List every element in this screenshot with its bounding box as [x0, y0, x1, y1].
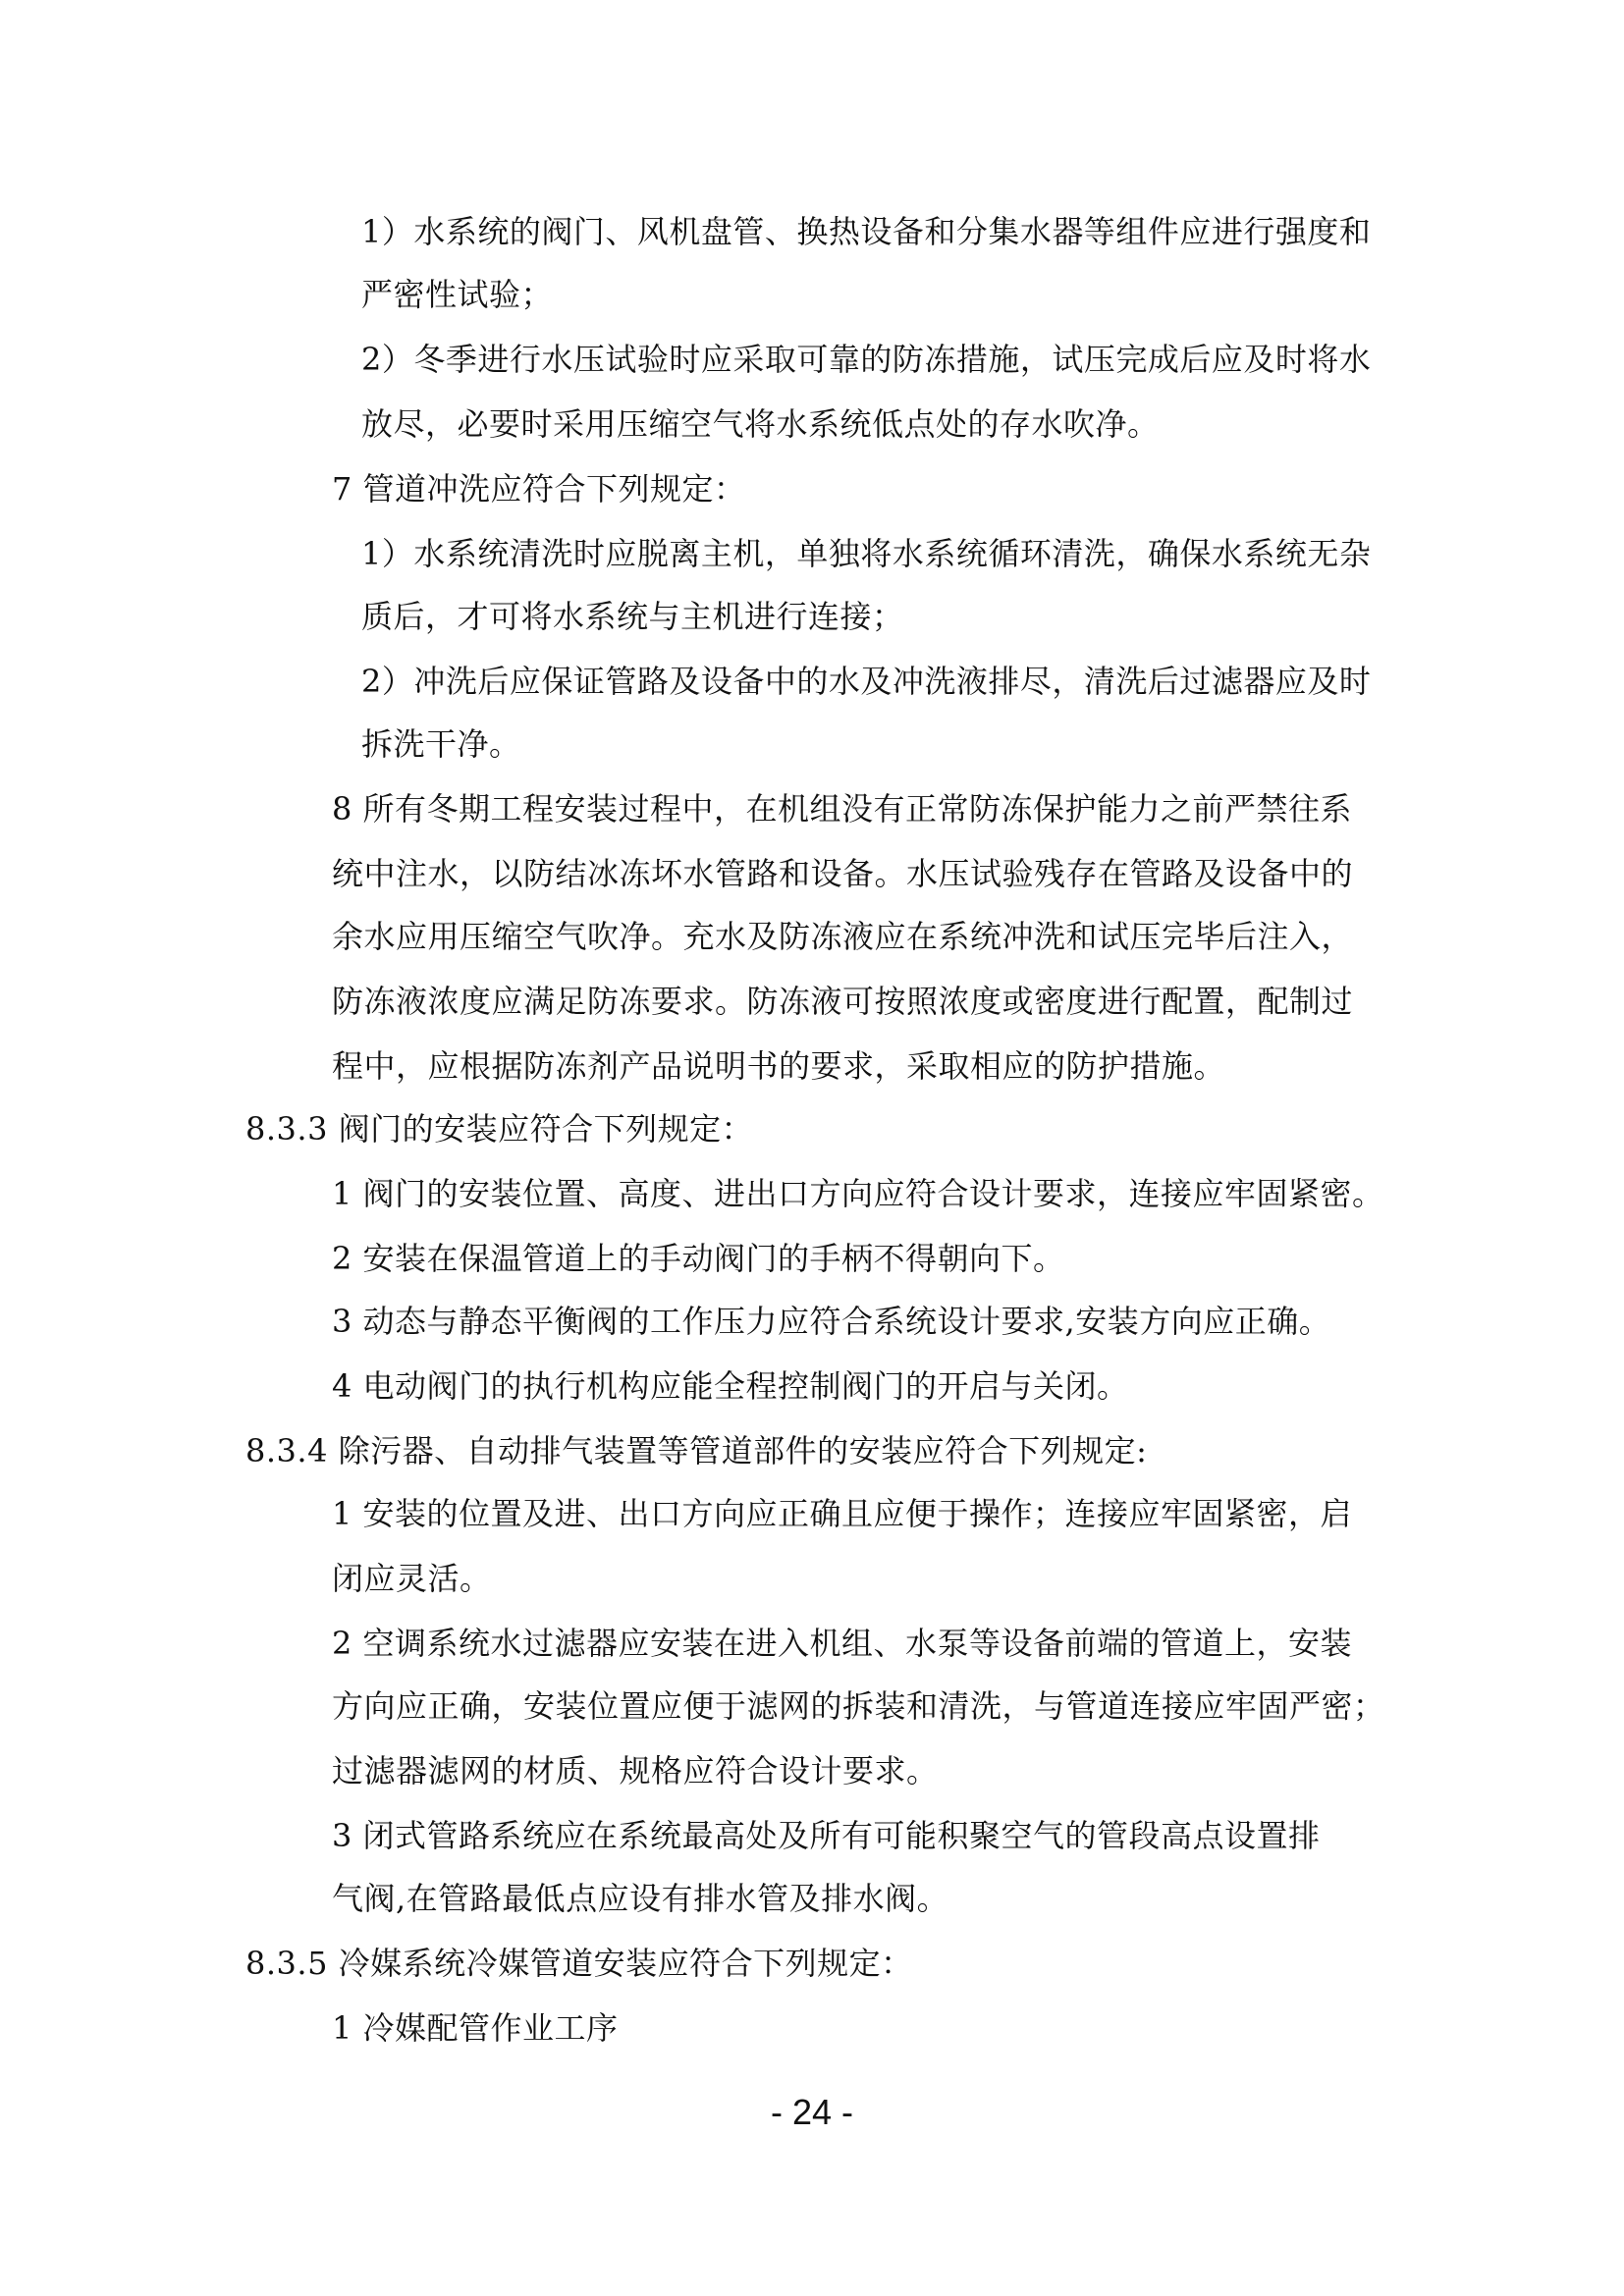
text-line: 1 冷媒配管作业工序: [332, 2009, 619, 2047]
text-line: 气阀,在管路最低点应设有排水管及排水阀。: [332, 1880, 949, 1917]
text-line: 程中，应根据防冻剂产品说明书的要求，采取相应的防护措施。: [332, 1047, 1226, 1085]
text-line: 3 动态与静态平衡阀的工作压力应符合系统设计要求,安装方向应正确。: [332, 1303, 1331, 1340]
text-line: 统中注水，以防结冰冻坏水管路和设备。水压试验残存在管路及设备中的: [332, 855, 1354, 892]
text-line: 拆洗干净。: [361, 725, 521, 763]
text-line: 余水应用压缩空气吹净。充水及防冻液应在系统冲洗和试压完毕后注入，: [332, 918, 1354, 955]
text-line: 2）冬季进行水压试验时应采取可靠的防冻措施，试压完成后应及时将水: [361, 341, 1372, 378]
text-line: 2 安装在保温管道上的手动阀门的手柄不得朝向下。: [332, 1240, 1065, 1277]
text-line: 过滤器滤网的材质、规格应符合设计要求。: [332, 1752, 939, 1789]
text-line: 闭应灵活。: [332, 1560, 492, 1597]
section-heading: 8.3.4 除污器、自动排气装置等管道部件的安装应符合下列规定:: [245, 1432, 1148, 1469]
section-heading: 8.3.3 阀门的安装应符合下列规定：: [245, 1110, 754, 1148]
text-line: 7 管道冲洗应符合下列规定：: [332, 470, 746, 507]
text-line: 1 阀门的安装位置、高度、进出口方向应符合设计要求，连接应牢固紧密。: [332, 1175, 1384, 1212]
text-line: 质后，才可将水系统与主机进行连接；: [361, 598, 904, 635]
text-line: 4 电动阀门的执行机构应能全程控制阀门的开启与关闭。: [332, 1367, 1129, 1405]
section-heading: 8.3.5 冷媒系统冷媒管道安装应符合下列规定：: [245, 1945, 913, 1982]
text-line: 3 闭式管路系统应在系统最高处及所有可能积聚空气的管段高点设置排: [332, 1817, 1321, 1854]
text-line: 严密性试验；: [361, 276, 554, 313]
text-line: 8 所有冬期工程安装过程中，在机组没有正常防冻保护能力之前严禁往系: [332, 790, 1353, 828]
text-line: 1）水系统清洗时应脱离主机，单独将水系统循环清洗，确保水系统无杂: [361, 535, 1372, 572]
text-line: 2）冲洗后应保证管路及设备中的水及冲洗液排尽，清洗后过滤器应及时: [361, 663, 1372, 700]
text-line: 1）水系统的阀门、风机盘管、换热设备和分集水器等组件应进行强度和: [361, 213, 1372, 250]
page-number: - 24 -: [770, 2092, 854, 2132]
text-line: 1 安装的位置及进、出口方向应正确且应便于操作；连接应牢固紧密，启: [332, 1495, 1353, 1532]
text-line: 方向应正确，安装位置应便于滤网的拆装和清洗，与管道连接应牢固严密；: [332, 1687, 1385, 1725]
text-line: 2 空调系统水过滤器应安装在进入机组、水泵等设备前端的管道上，安装: [332, 1625, 1353, 1662]
text-line: 防冻液浓度应满足防冻要求。防冻液可按照浓度或密度进行配置，配制过: [332, 983, 1354, 1020]
text-line: 放尽，必要时采用压缩空气将水系统低点处的存水吹净。: [361, 405, 1160, 443]
